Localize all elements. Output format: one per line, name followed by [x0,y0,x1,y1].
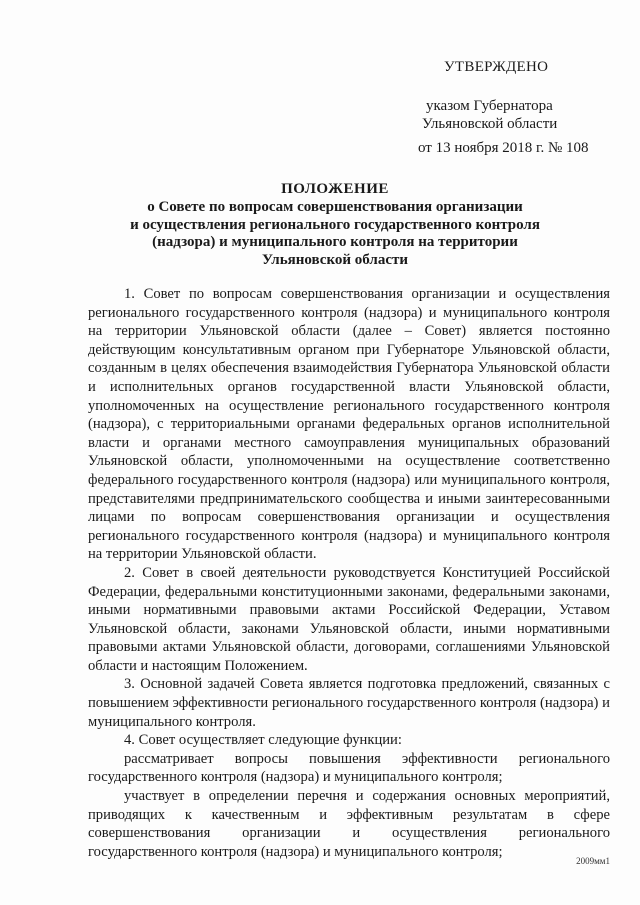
approval-decree-line: указом Губернатора [426,98,553,114]
paragraph-1: 1. Совет по вопросам совершенствования организации и осуществления регионального государственного контроля (надзора) и муниципального контроля на территории Ульяновской области (далее – Совет) является постоянно действующим консультативным органом при Губернаторе Ульяновской области, созданным в целях обеспечения взаимодействия Губернатора Ульяновской области и исполнительных органов государственной власти Ульяновской области, уполномоченных на осуществление регионального государственного контроля (надзора), с территориальными органами федеральных органов исполнительной власти и органами местного самоуправления муниципальных образований Ульяновской области, уполномоченными на осуществление соответственно федерального государственного контроля (надзора) или муниципального контроля, представителями предпринимательского сообщества и иными заинтересованными лицами по вопросам совершенствования организации и осуществления регионального государственного контроля (надзора) и муниципального контроля на территории Ульяновской области. [88,286,610,563]
function-item: рассматривает вопросы повышения эффективности регионального государственного контроля (надзора) и муниципального контроля; [88,750,610,786]
function-item: участвует в определении перечня и содержания основных мероприятий, приводящих к качественным и эффективным результатам в сфере совершенствования организации и осуществления регионального государственного контроля (надзора) и муниципального контроля; [88,788,610,860]
paragraph-2: 2. Совет в своей деятельности руководствуется Конституцией Российской Федерации, федеральными конституционными законами, федеральными законами, иными нормативными правовыми актами Российской Федерации, Уставом Ульяновской области, законами Ульяновской области, иными нормативными правовыми актами Ульяновской области, договорами, соглашениями Ульяновской области и настоящим Положением. [88,564,610,674]
approval-date-line: от 13 ноября 2018 г. № 108 [418,140,589,156]
title-heading: ПОЛОЖЕНИЕ [281,181,389,197]
footer-code: 2009мм1 [576,856,610,866]
title-line: (надзора) и муниципального контроля на территории [152,234,518,251]
approval-stamp: УТВЕРЖДЕНО [444,59,549,75]
approval-block [414,58,614,157]
paragraph-3: 3. Основной задачей Совета является подготовка предложений, связанных с повышением эффективности регионального государственного контроля (надзора) и муниципального контроля. [88,676,610,730]
approval-region-line: Ульяновской области [422,116,558,132]
paragraph-4: 4. Совет осуществляет следующие функции: [124,732,402,749]
document-body [88,285,610,861]
title-line: Ульяновской области [261,252,409,269]
title-line: и осуществления регионального государственного контроля [130,216,540,233]
title-line: о Совете по вопросам совершенствования организации [147,198,523,215]
document-title [120,181,550,270]
